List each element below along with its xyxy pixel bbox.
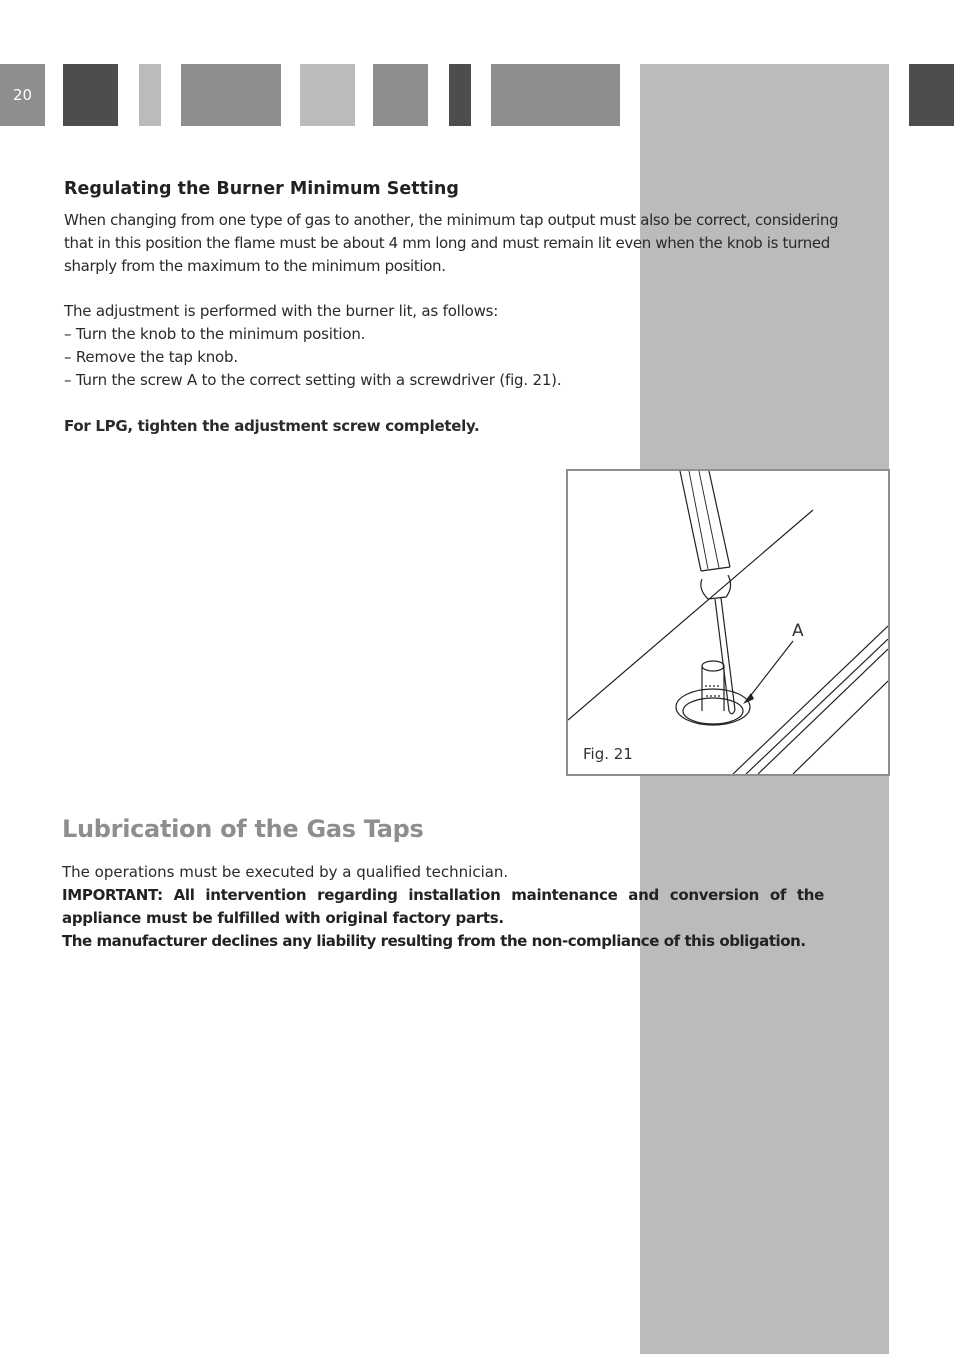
step-item: – Remove the tap knob. bbox=[64, 348, 238, 366]
figure-21 bbox=[566, 469, 890, 776]
lubrication-intro: The operations must be executed by a qualified technician. bbox=[62, 863, 509, 881]
header-block-6 bbox=[449, 64, 471, 126]
step-item: – Turn the knob to the minimum position. bbox=[64, 325, 366, 343]
steps-line: The adjustment is performed with the burner lit, as follows: bbox=[64, 302, 499, 320]
important-line: IMPORTANT: All intervention regarding installation maintenance and conversion of the bbox=[62, 886, 824, 904]
intro-paragraph bbox=[64, 209, 839, 278]
header-block-5 bbox=[373, 64, 428, 126]
steps-paragraph bbox=[64, 300, 624, 392]
header-block-8 bbox=[909, 64, 954, 126]
page-number: 20 bbox=[0, 64, 45, 126]
intro-line: sharply from the maximum to the minimum position. bbox=[64, 257, 446, 275]
header-block-1 bbox=[63, 64, 118, 126]
important-line: appliance must be fulfilled with original factory parts. bbox=[62, 909, 504, 927]
section-title-lubrication: Lubrication of the Gas Taps bbox=[62, 815, 424, 843]
screwdriver-illustration bbox=[568, 471, 888, 774]
header-block-7 bbox=[491, 64, 620, 126]
step-item: – Turn the screw A to the correct setting with a screwdriver (fig. 21). bbox=[64, 371, 562, 389]
figure-caption: Fig. 21 bbox=[583, 745, 633, 763]
header-block-2 bbox=[139, 64, 161, 126]
header-block-3 bbox=[181, 64, 281, 126]
intro-line: When changing from one type of gas to another, the minimum tap output must also be correct, considering bbox=[64, 211, 839, 229]
figure-label-a: A bbox=[792, 621, 804, 641]
lpg-note: For LPG, tighten the adjustment screw completely. bbox=[64, 417, 480, 435]
section-title-regulating: Regulating the Burner Minimum Setting bbox=[64, 179, 459, 199]
intro-line: that in this position the flame must be about 4 mm long and must remain lit even when the knob is turned bbox=[64, 234, 830, 252]
important-notice bbox=[62, 884, 824, 930]
liability-notice: The manufacturer declines any liability resulting from the non-compliance of this obligation. bbox=[62, 932, 806, 950]
header-block-4 bbox=[300, 64, 355, 126]
